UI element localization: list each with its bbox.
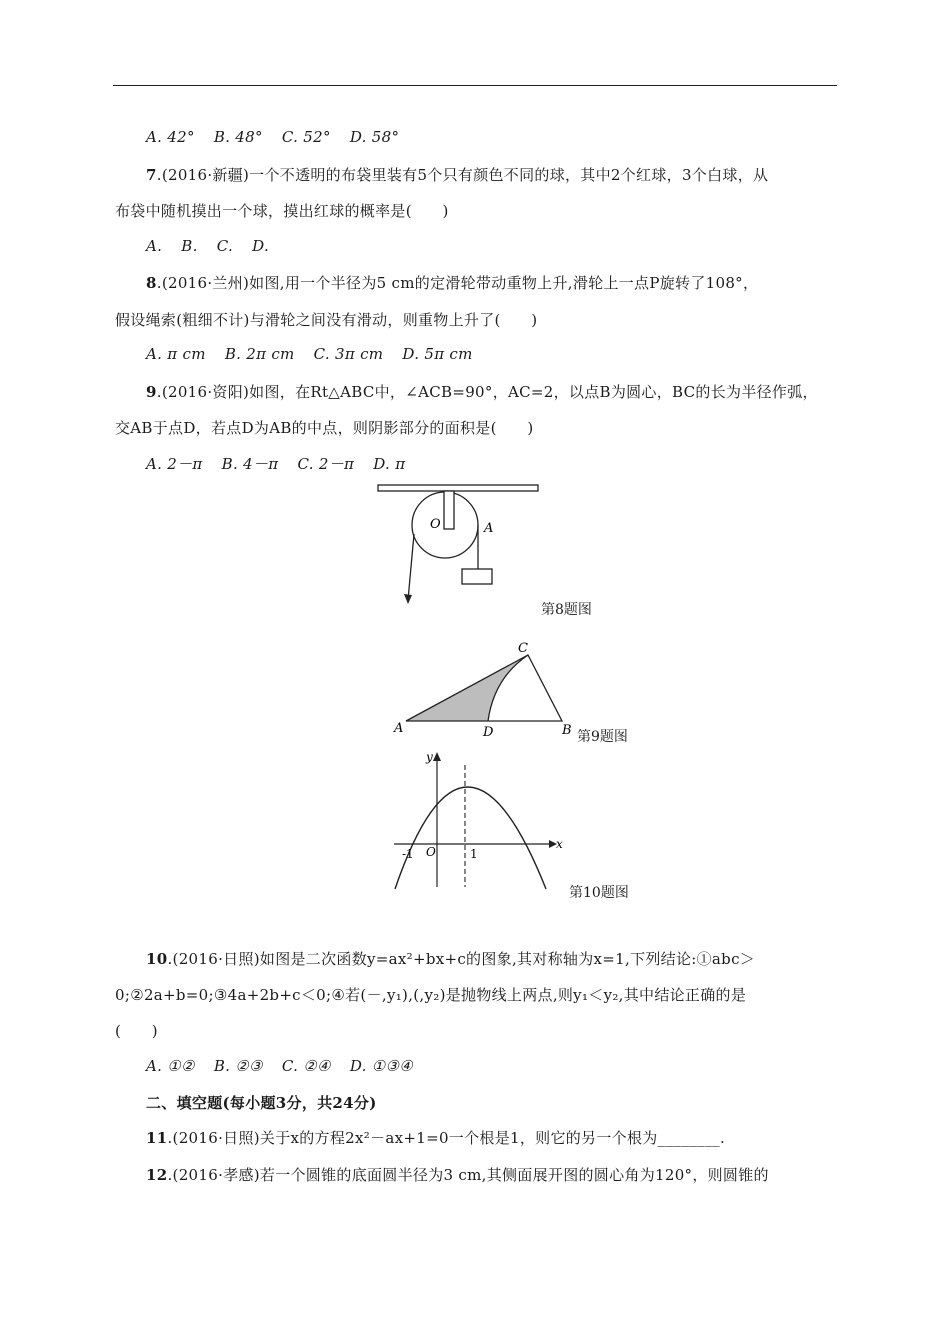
q9-number: 9 — [146, 383, 157, 401]
q8-option-b: B. 2π cm — [224, 345, 295, 363]
label-x: x — [556, 837, 563, 851]
rope-left — [408, 534, 414, 600]
figure-9-triangle — [390, 638, 580, 740]
q9-option-d: D. π — [373, 455, 406, 473]
q8-text1: .(2016·兰州)如图,用一个半径为5 cm的定滑轮带动重物上升,滑轮上一点P旋转了108°， — [156, 274, 759, 292]
q6-options — [146, 128, 413, 146]
label-O: O — [426, 845, 436, 859]
q9-option-a: A. 2－π — [146, 455, 203, 473]
q10-text1: .(2016·日照)如图是二次函数y=ax²+bx+c的图象,其对称轴为x=1,下列结论:①abc＞ — [167, 950, 756, 968]
y-axis-arrow — [433, 752, 441, 761]
q6-option-c: C. 52° — [281, 128, 331, 146]
label-C: C — [518, 641, 528, 656]
q12-line — [146, 1164, 769, 1185]
q9-line2: 交AB于点D，若点D为AB的中点，则阴影部分的面积是( ) — [115, 419, 534, 437]
q9-text1: .(2016·资阳)如图，在Rt△ABC中，∠ACB=90°，AC=2，以点B为圆心，BC的长为半径作弧， — [156, 383, 818, 401]
q6-option-a: A. 42° — [146, 128, 195, 146]
pulley-bracket — [444, 491, 454, 529]
label-O: O — [430, 517, 441, 532]
label-y: y — [426, 750, 433, 764]
figure-10-caption: 第10题图 — [569, 885, 629, 901]
figure-8-caption: 第8题图 — [541, 602, 592, 618]
q7-option-a: A. — [146, 237, 163, 255]
q10-option-b: B. ②③ — [213, 1057, 263, 1075]
label-neg1: -1 — [402, 847, 414, 861]
q8-option-d: D. 5π cm — [402, 345, 473, 363]
q10-line3: ( ) — [115, 1022, 158, 1040]
q10-line2: 0;②2a+b=0;③4a+2b+c＜0;④若(－,y₁),(,y₂)是抛物线上两点,则y₁＜y₂,其中结论正确的是 — [115, 986, 747, 1004]
q6-option-b: B. 48° — [213, 128, 263, 146]
q7-option-d: D. — [252, 237, 270, 255]
label-B: B — [562, 723, 572, 738]
q12-number: 12 — [146, 1166, 168, 1184]
q8-line1 — [146, 272, 758, 293]
q8-option-c: C. 3π cm — [313, 345, 384, 363]
q10-option-a: A. ①② — [146, 1057, 195, 1075]
q10-option-d: D. ①③④ — [349, 1057, 414, 1075]
q10-options — [146, 1057, 427, 1075]
header-rule — [113, 85, 837, 86]
q7-text1: .(2016·新疆)一个不透明的布袋里装有5个只有颜色不同的球，其中2个红球，3个白球，从 — [156, 166, 769, 184]
q12-text: .(2016·孝感)若一个圆锥的底面圆半径为3 cm,其侧面展开图的圆心角为120°，则圆锥的 — [167, 1166, 769, 1184]
label-A: A — [484, 521, 494, 536]
q7-number: 7 — [146, 166, 157, 184]
q7-line1 — [146, 164, 768, 185]
q10-number: 10 — [146, 950, 168, 968]
figure-9-caption: 第9题图 — [577, 729, 628, 745]
section-2-title: 二、填空题(每小题3分，共24分) — [146, 1094, 377, 1112]
q10-line1 — [146, 948, 755, 969]
q11-line — [146, 1127, 725, 1148]
figure-10-parabola — [390, 745, 570, 890]
q11-text: .(2016·日照)关于x的方程2x²－ax+1=0一个根是1，则它的另一个根为________. — [167, 1129, 726, 1147]
figure-8-pulley — [370, 480, 550, 610]
rope-arrow-head — [404, 594, 412, 604]
q6-option-d: D. 58° — [349, 128, 400, 146]
q9-option-c: C. 2－π — [297, 455, 355, 473]
q10-option-c: C. ②④ — [281, 1057, 331, 1075]
q9-options — [146, 453, 419, 474]
q7-option-c: C. — [216, 237, 234, 255]
q9-option-b: B. 4－π — [221, 455, 279, 473]
parabola-curve — [395, 787, 546, 889]
q9-line1 — [146, 381, 818, 402]
q7-option-b: B. — [181, 237, 198, 255]
q8-line2: 假设绳索(粗细不计)与滑轮之间没有滑动，则重物上升了( ) — [115, 311, 538, 329]
q11-number: 11 — [146, 1129, 168, 1147]
label-1: 1 — [470, 847, 478, 861]
q7-options — [146, 237, 283, 255]
q7-line2: 布袋中随机摸出一个球，摸出红球的概率是( ) — [115, 202, 449, 220]
label-A: A — [394, 721, 404, 736]
label-D: D — [483, 725, 494, 740]
weight-block — [462, 569, 492, 584]
q8-number: 8 — [146, 274, 157, 292]
ceiling-beam — [378, 485, 538, 491]
q8-options — [146, 345, 487, 363]
q8-option-a: A. π cm — [146, 345, 206, 363]
